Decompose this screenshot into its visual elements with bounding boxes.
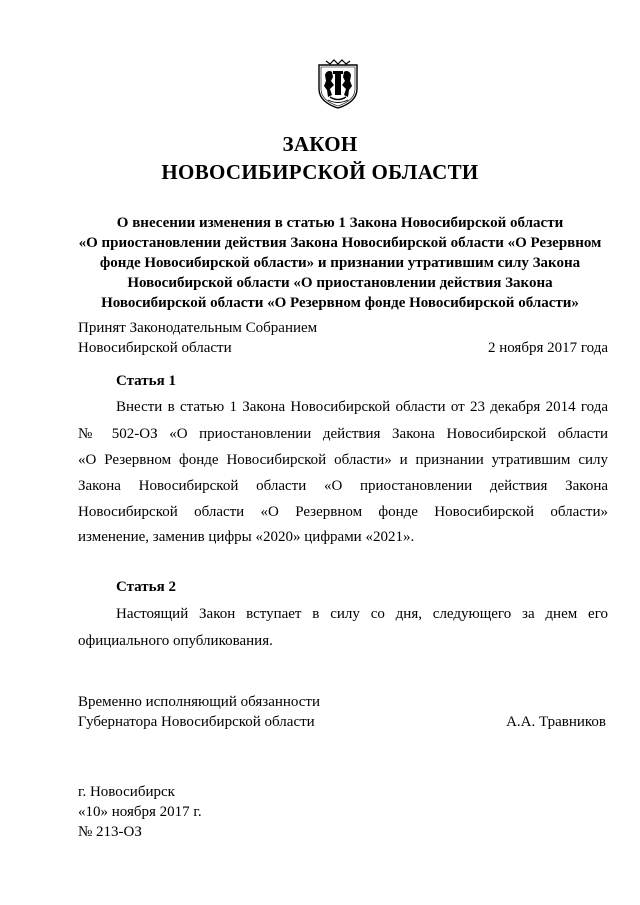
article-1-text-line: Новосибирской области «О Резервном фонде Новосибирской области» <box>78 504 608 520</box>
law-subject-line: О внесении изменения в статью 1 Закона Новосибирской области <box>116 215 564 231</box>
law-subject <box>76 213 604 313</box>
signature-block <box>78 692 606 732</box>
article-1-text-line: изменение, заменив цифры «2020» цифрами «2021». <box>78 529 415 545</box>
adoption-body-region: Новосибирской области <box>78 340 232 356</box>
issue-details <box>78 782 202 842</box>
law-number: № 213-ОЗ <box>78 824 142 840</box>
law-subject-line: фонде Новосибирской области» и признании утратившим силу Закона <box>99 255 581 271</box>
article-1-text-line: Закона Новосибирской области «О приостановлении действия Закона <box>78 478 608 494</box>
issue-date: «10» ноября 2017 г. <box>78 804 202 820</box>
adoption-block <box>78 318 608 358</box>
article-2-text-line: официального опубликования. <box>78 633 273 649</box>
law-subject-line: «О приостановлении действия Закона Новосибирской области «О Резервном <box>78 235 602 251</box>
signatory-name: А.А. Травников <box>506 714 606 730</box>
coat-of-arms-emblem <box>316 59 360 109</box>
issue-city: г. Новосибирск <box>78 784 175 800</box>
article-1-text-line: № 502-ОЗ «О приостановлении действия Закона Новосибирской области <box>78 426 608 442</box>
article-1-text-line: «О Резервном фонде Новосибирской области» и признании утратившим силу <box>78 452 608 468</box>
article-2-heading: Статья 2 <box>116 579 176 595</box>
adoption-date: 2 ноября 2017 года <box>487 340 608 356</box>
signatory-position: Губернатора Новосибирской области <box>78 714 315 730</box>
document-title-region: НОВОСИБИРСКОЙ ОБЛАСТИ <box>161 160 479 184</box>
signatory-title: Временно исполняющий обязанности <box>78 694 321 710</box>
article-2-text-line: Настоящий Закон вступает в силу со дня, следующего за днем его <box>116 606 608 622</box>
law-subject-line: Новосибирской области «О приостановлении действия Закона <box>127 275 553 291</box>
document-title: ЗАКОН <box>282 132 358 156</box>
adoption-body-line: Принят Законодательным Собранием <box>78 320 318 336</box>
article-1-text-line: Внести в статью 1 Закона Новосибирской области от 23 декабря 2014 года <box>116 399 608 415</box>
law-subject-line: Новосибирской области «О Резервном фонде Новосибирской области» <box>101 295 579 311</box>
article-1-heading: Статья 1 <box>116 373 176 389</box>
